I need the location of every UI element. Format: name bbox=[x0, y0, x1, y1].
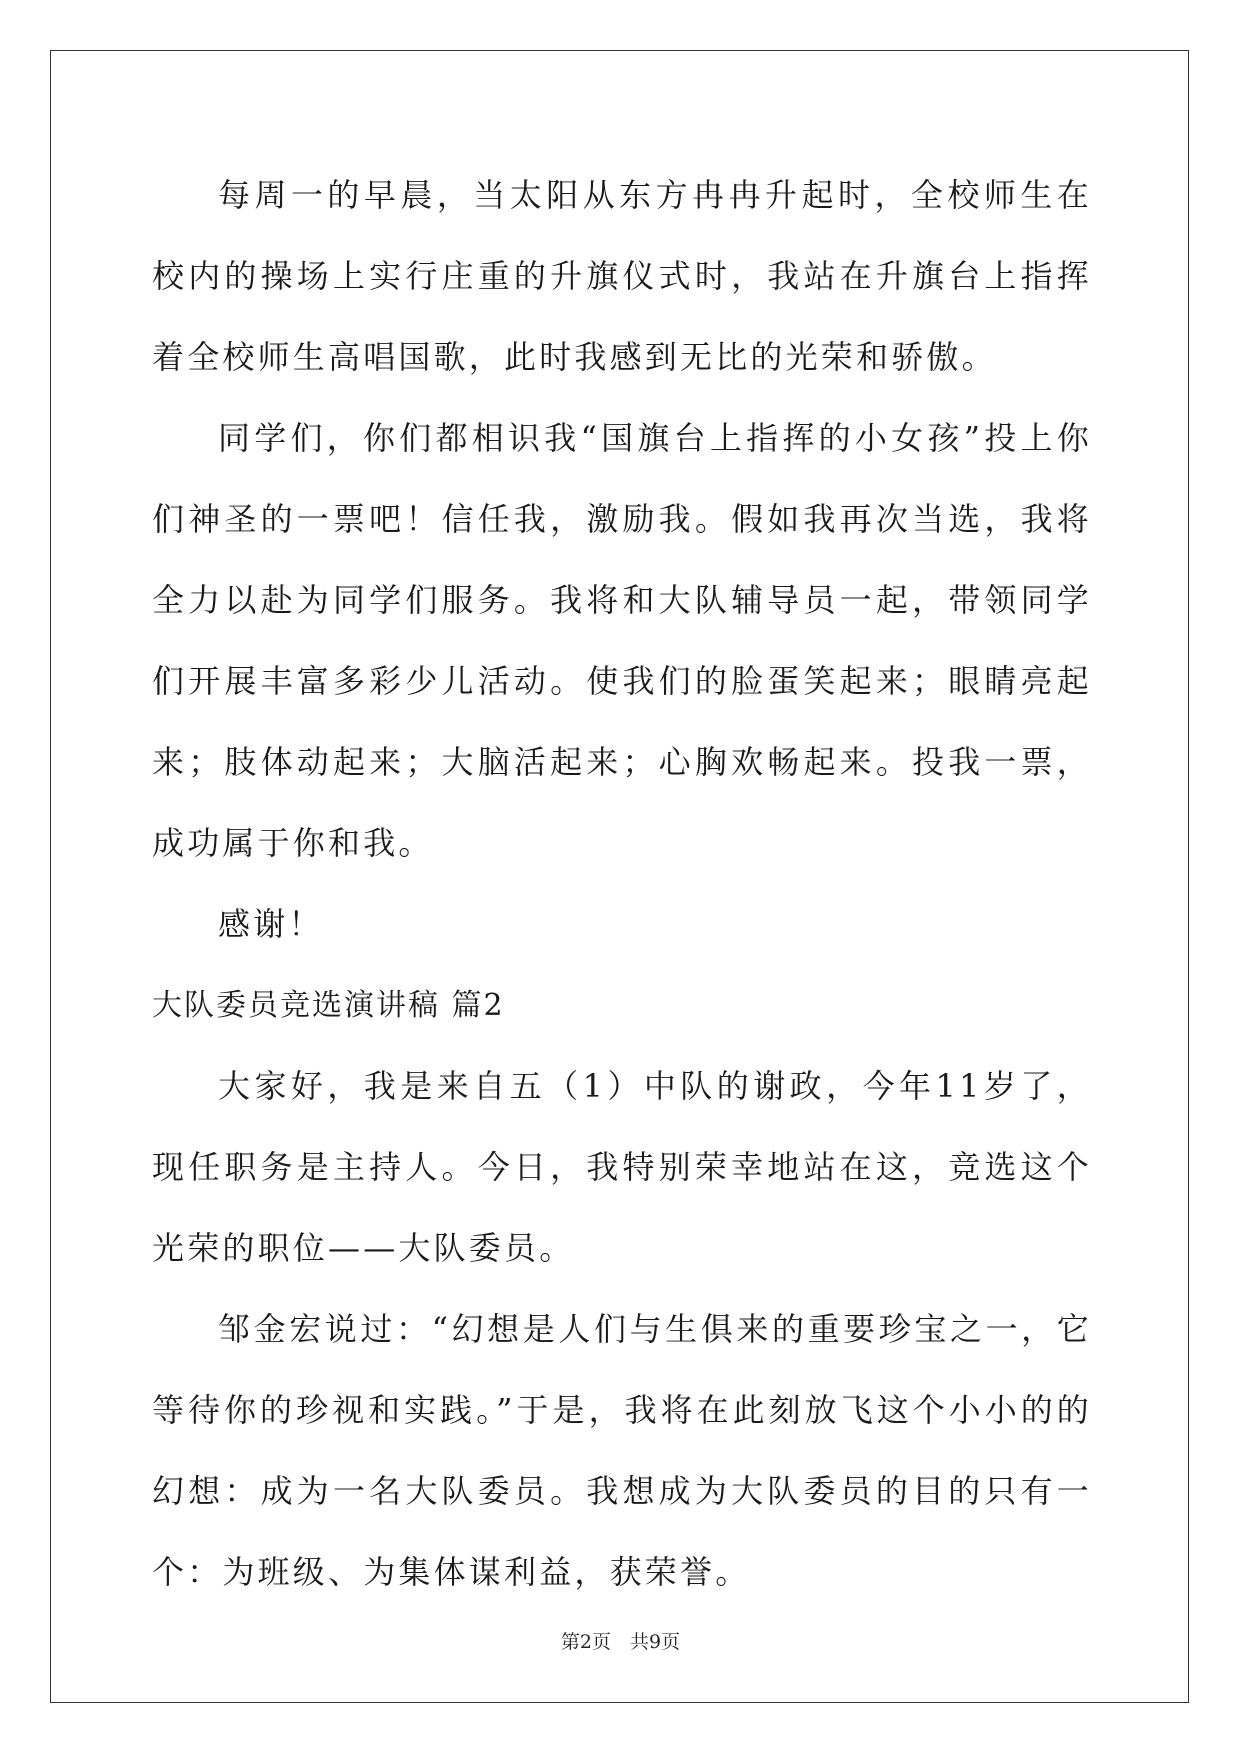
paragraph-3: 感谢！ bbox=[218, 905, 324, 943]
paragraph-5: 邹金宏说过：“幻想是人们与生俱来的重要珍宝之一，它等待你的珍视和实践。”于是，我将在此刻放飞这个小小的的幻想：成为一名大队委员。我想成为大队委员的目的只有一个：为班级、为集体谋利益，获荣誉。 bbox=[152, 1310, 1092, 1591]
section-heading: 大队委员竞选演讲稿 篇2 bbox=[152, 988, 505, 1023]
paragraph-4: 大家好，我是来自五（1）中队的谢政，今年11岁了，现任职务是主持人。今日，我特别荣幸地站在这，竞选这个光荣的职位——大队委员。 bbox=[152, 1067, 1092, 1267]
document-body bbox=[152, 155, 1092, 1613]
page-footer: 第2页 共9页 bbox=[560, 1631, 681, 1653]
paragraph-1: 每周一的早晨，当太阳从东方冉冉升起时，全校师生在校内的操场上实行庄重的升旗仪式时，我站在升旗台上指挥着全校师生高唱国歌，此时我感到无比的光荣和骄傲。 bbox=[152, 176, 1092, 376]
paragraph-2: 同学们，你们都相识我“国旗台上指挥的小女孩”投上你们神圣的一票吧！信任我，激励我。假如我再次当选，我将全力以赴为同学们服务。我将和大队辅导员一起，带领同学们开展丰富多彩少儿活动。使我们的脸蛋笑起来；眼睛亮起来；肢体动起来；大脑活起来；心胸欢畅起来。投我一票，成功属于你和我。 bbox=[152, 419, 1092, 862]
